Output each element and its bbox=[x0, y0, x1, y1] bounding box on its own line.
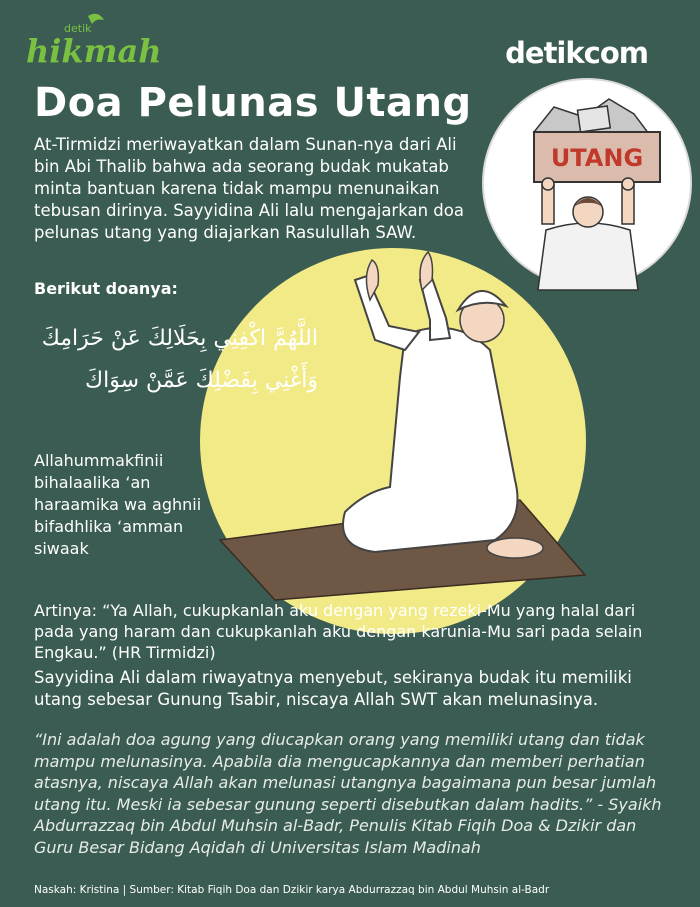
source-footer: Naskah: Kristina | Sumber: Kitab Fiqih Doa dan Dzikir karya Abdurrazzaq bin Abdul Muhsin al-Badr bbox=[34, 884, 550, 896]
logo-main-text: hikmah bbox=[26, 32, 162, 70]
page-title: Doa Pelunas Utang bbox=[34, 80, 472, 126]
intro-paragraph: At-Tirmidzi meriwayatkan dalam Sunan-nya dari Ali bin Abi Thalib bahwa ada seorang budak mukatab minta bantuan karena tidak mampu menunaikan tebusan dirinya. Sayyidina Ali lalu mengajarkan doa pelunas utang yang diajarkan Rasulullah SAW. bbox=[34, 135, 464, 242]
arabic-prayer: اللَّهُمَّ اكْفِنِي بِحَلَالِكَ عَنْ حَرَامِكَ وَأَغْنِي بِفَضْلِكَ عَمَّنْ سِوَاكَ bbox=[41, 326, 318, 393]
praying-man-illustration bbox=[200, 240, 620, 600]
prayer-heading: Berikut doanya: bbox=[34, 279, 178, 298]
detik-hikmah-logo bbox=[26, 10, 162, 70]
utang-box-label: UTANG bbox=[550, 144, 644, 172]
scholar-quote: “Ini adalah doa agung yang diucapkan orang yang memiliki utang dan tidak mampu melunasinya. Apabila dia mengucapkannya dan memberi perhatian atasnya, niscaya Allah akan melunasi utangnya bagaimana pun besar jumlah utang itu. Meski ia sebesar gunung seperti disebutkan dalam hadits.” - Syaikh Abdurrazzaq bin Abdul Muhsin al-Badr, Penulis Kitab Fiqih Doa & Dzikir dan Guru Besar Bidang Aqidah di Universitas Islam Madinah bbox=[34, 730, 662, 857]
narration-paragraph: Sayyidina Ali dalam riwayatnya menyebut, sekiranya budak itu memiliki utang sebesar Gunung Tsabir, niscaya Allah SWT akan melunasinya. bbox=[34, 668, 632, 709]
logo-small-text: detik bbox=[64, 22, 92, 35]
translation-paragraph: Artinya: “Ya Allah, cukupkanlah aku dengan yang rezeki-Mu yang halal dari pada yang haram dan cukupkanlah aku dengan karunia-Mu sari pada selain Engkau.” (HR Tirmidzi) bbox=[34, 601, 643, 662]
latin-transliteration: Allahummakfinii bihalaalika ‘an haraamika wa aghnii bifadhlika ‘amman siwaak bbox=[34, 451, 202, 558]
detikcom-logo: detikcom bbox=[505, 36, 648, 70]
